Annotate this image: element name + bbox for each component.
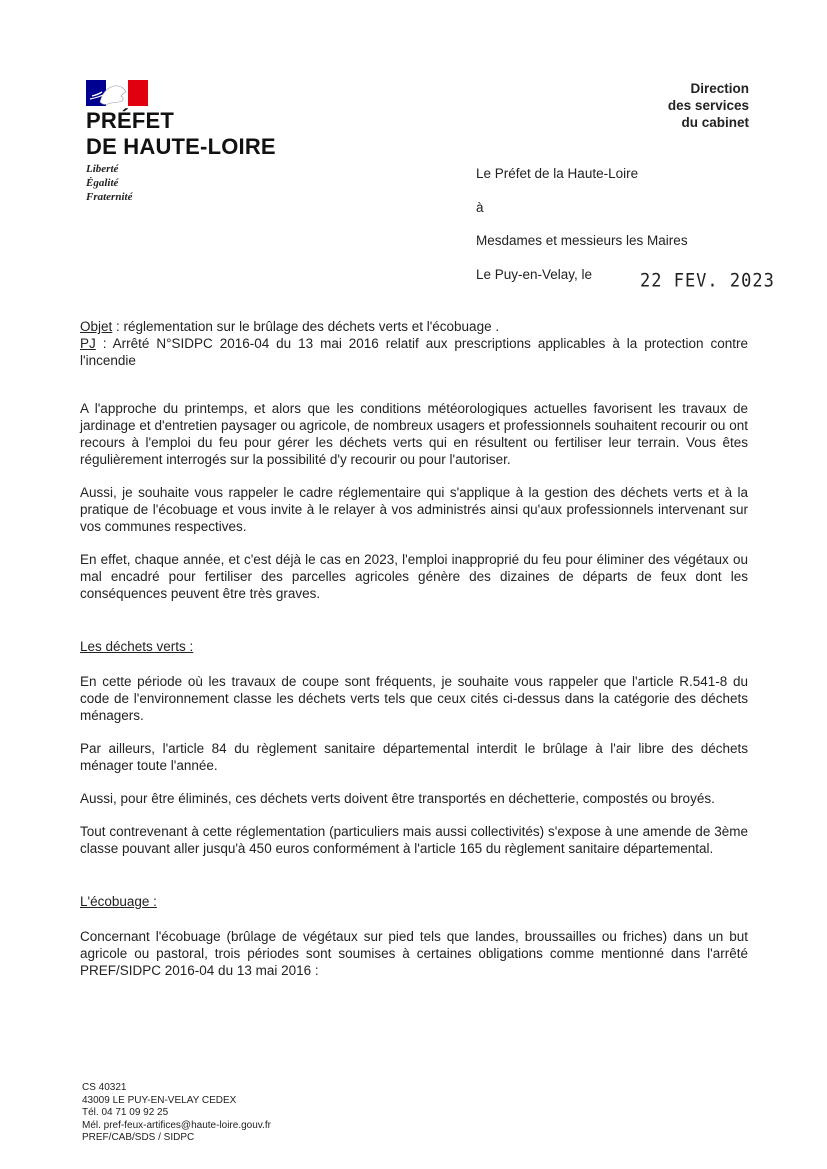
prefet-title: PRÉFET DE HAUTE-LOIRE bbox=[86, 108, 276, 159]
objet-text: : réglementation sur le brûlage des déchets verts et l'écobuage . bbox=[112, 319, 500, 334]
objet-label: Objet bbox=[80, 319, 113, 334]
marianne-flag-icon bbox=[86, 80, 148, 106]
paragraph: Tout contrevenant à cette réglementation (particuliers mais aussi collectivités) s'expose à une amende de 3ème classe pouvant aller jusqu'à 450 euros conformément à l'article 165 du règlement sanitaire départemental. bbox=[80, 824, 748, 856]
pj-text: : Arrêté N°SIDPC 2016-04 du 13 mai 2016 relatif aux prescriptions applicables à la protection contre l'incendie bbox=[80, 336, 748, 368]
paragraph: En effet, chaque année, et c'est déjà le cas en 2023, l'emploi inapproprié du feu pour éliminer des végétaux ou mal encadré pour fertiliser des parcelles agricoles génère des dizaines de départs de feux dont les conséquences peuvent être très graves. bbox=[80, 552, 748, 601]
letter-body bbox=[80, 400, 748, 995]
sender: Le Préfet de la Haute-Loire bbox=[476, 166, 639, 181]
paragraph: Aussi, je souhaite vous rappeler le cadre réglementaire qui s'applique à la gestion des déchets verts et à la pratique de l'écobuage et vous invite à le relayer à vos administrés ainsi qu'aux professionnels intervenant sur vos communes respectives. bbox=[80, 485, 748, 534]
section-heading-dechets-verts: Les déchets verts : bbox=[80, 639, 194, 654]
marianne-logo bbox=[86, 80, 148, 106]
paragraph: En cette période où les travaux de coupe sont fréquents, je souhaite vous rappeler que l'article R.541-8 du code de l'environnement classe les déchets verts tels que ceux cités ci-dessus dans la catégorie des déchets ménagers. bbox=[80, 674, 748, 723]
section-heading-ecobuage: L'écobuage : bbox=[80, 894, 157, 909]
place: Le Puy-en-Velay, le bbox=[476, 267, 593, 282]
date-stamp: 22 FEV. 2023 bbox=[640, 270, 775, 292]
recipient: Mesdames et messieurs les Maires bbox=[476, 233, 688, 248]
direction-header: Direction des services du cabinet bbox=[667, 81, 749, 130]
pj-label: PJ bbox=[80, 336, 96, 351]
paragraph: Concernant l'écobuage (brûlage de végétaux sur pied tels que landes, broussailles ou friches) dans un but agricole ou pastoral, trois périodes sont soumises à certaines obligations comme mentionné dans l'arrêté PREF/SIDPC 2016-04 du 13 mai 2016 : bbox=[80, 929, 748, 978]
republic-motto: Liberté Égalité Fraternité bbox=[86, 163, 133, 203]
paragraph: Aussi, pour être éliminés, ces déchets verts doivent être transportés en déchetterie, compostés ou broyés. bbox=[80, 791, 715, 806]
footer-address: CS 40321 43009 LE PUY-EN-VELAY CEDEX Tél. 04 71 09 92 25 Mél. pref-feux-artifices@haute-loire.gouv.fr PREF/CAB/SDS / SIDPC bbox=[82, 1082, 271, 1143]
paragraph: Par ailleurs, l'article 84 du règlement sanitaire départemental interdit le brûlage à l'air libre des déchets ménager toute l'année. bbox=[80, 741, 748, 773]
to-word: à bbox=[476, 200, 484, 215]
paragraph: A l'approche du printemps, et alors que les conditions météorologiques actuelles favorisent les travaux de jardinage et d'entretien paysager ou agricole, de nombreux usagers et professionnels souhaitent recourir ou ont recours à l'emploi du feu pour gérer les déchets verts qui en résultent ou fertiliser leur terrain. Vous êtes régulièrement interrogés sur la possibilité d'y recourir ou pour l'autoriser. bbox=[80, 401, 748, 467]
subject-block bbox=[80, 318, 748, 369]
